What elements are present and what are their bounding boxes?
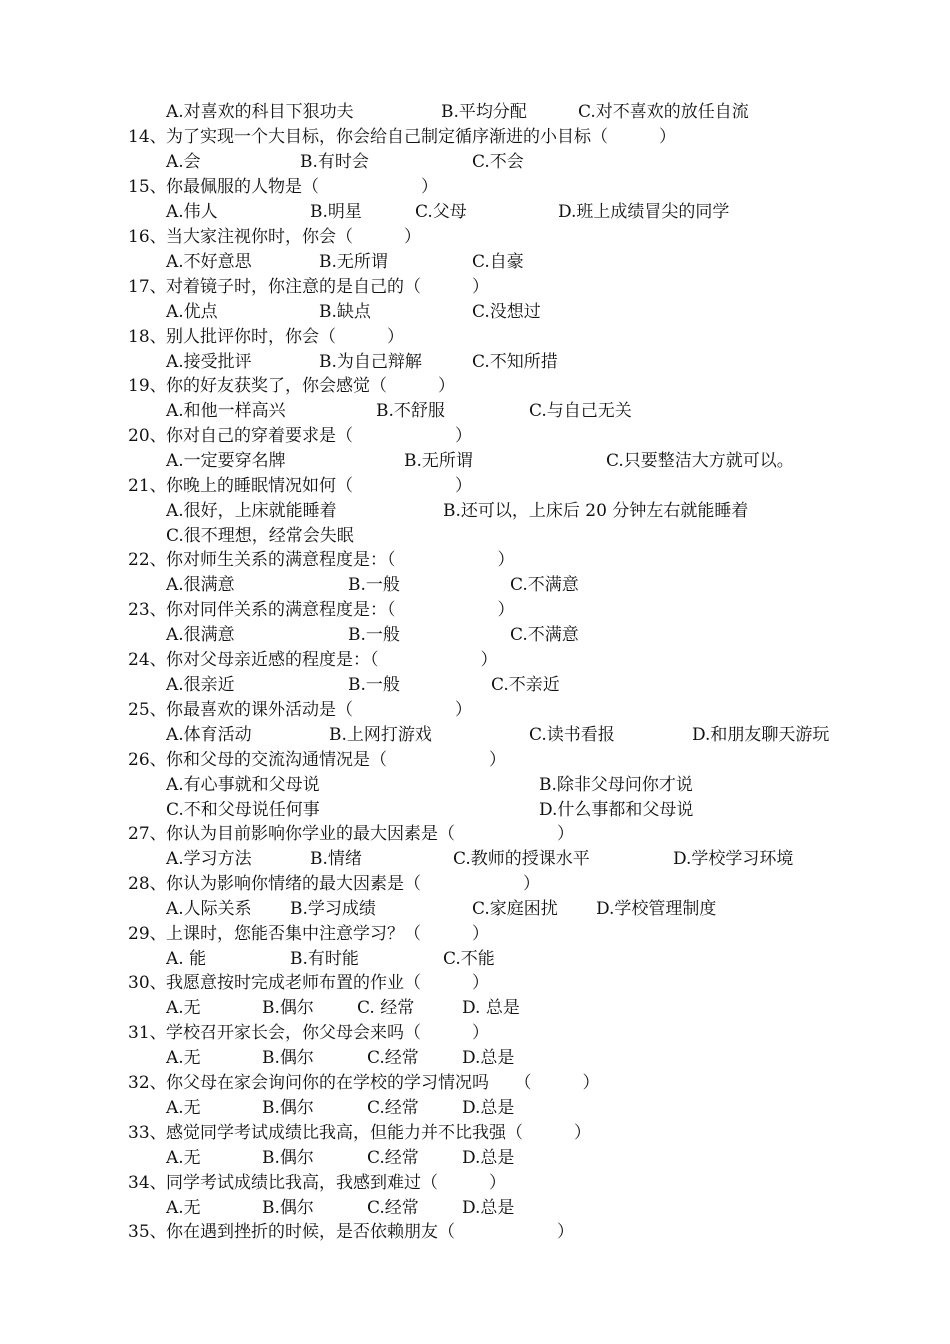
option-c: C.教师的授课水平 [453,849,590,869]
option-a: A.无 [166,1048,201,1068]
question-text: 对着镜子时，你注意的是自己的（ ） [166,277,489,297]
option-a: A.优点 [166,302,218,322]
option-d: D.和朋友聊天游玩 [692,725,830,745]
option-b: B.偶尔 [262,998,314,1018]
option-b: B.除非父母问你才说 [539,775,693,795]
question-number: 26、 [128,750,167,770]
option-b: B.有时能 [290,949,359,969]
question-text: 你认为目前影响你学业的最大因素是（ ） [166,824,574,844]
question-34 [128,1171,506,1195]
question-text: 你最喜欢的课外活动是（ ） [166,700,472,720]
question-16 [128,225,421,249]
question-27 [128,822,574,846]
question-text: 学校召开家长会，你父母会来吗（ ） [166,1023,489,1043]
question-text: 你对师生关系的满意程度是：（ ） [166,550,515,570]
option-c: C.经常 [367,1148,419,1168]
question-22 [128,548,515,572]
question-26 [128,748,506,772]
question-number: 24、 [128,650,167,670]
question-24 [128,648,498,672]
question-number: 27、 [128,824,167,844]
option-c: C.不会 [472,152,524,172]
question-30 [128,971,489,995]
option-b: B.有时会 [300,152,369,172]
question-number: 34、 [128,1173,167,1193]
option-a: A.一定要穿名牌 [166,451,286,471]
option-c: C.经常 [367,1048,419,1068]
option-c: C.经常 [367,1198,419,1218]
question-text: 当大家注视你时，你会（ ） [166,227,421,247]
question-23 [128,598,515,622]
option-b: B.偶尔 [262,1148,314,1168]
option-a: A.和他一样高兴 [166,401,286,421]
question-28 [128,872,540,896]
option-c: C.不和父母说任何事 [166,800,320,820]
question-number: 35、 [128,1222,167,1242]
option-d: D.总是 [462,1048,515,1068]
question-number: 18、 [128,327,167,347]
question-number: 20、 [128,426,167,446]
option-b: B.一般 [348,675,400,695]
question-text: 别人批评你时，你会（ ） [166,327,404,347]
option-a: A.无 [166,1198,201,1218]
option-b: B.一般 [348,625,400,645]
option-a: A.无 [166,1148,201,1168]
option-b: B.明星 [310,202,362,222]
question-text: 你和父母的交流沟通情况是（ ） [166,750,506,770]
option-a: A.伟人 [166,202,218,222]
question-text: 上课时，您能否集中注意学习？（ ） [166,924,489,944]
question-number: 30、 [128,973,167,993]
option-a: A.对喜欢的科目下狠功夫 [166,102,354,122]
question-25 [128,698,472,722]
question-text: 你对父母亲近感的程度是：（ ） [166,650,498,670]
option-a: A.无 [166,1098,201,1118]
question-text: 你晚上的睡眠情况如何（ ） [166,476,472,496]
option-a: A.不好意思 [166,252,252,272]
option-a: A. 能 [166,949,207,969]
question-33 [128,1121,591,1145]
question-text: 你认为影响你情绪的最大因素是（ ） [166,874,540,894]
option-a: A.很满意 [166,625,235,645]
question-number: 15、 [128,177,167,197]
option-c: C.不能 [443,949,495,969]
option-a: A.接受批评 [166,352,252,372]
option-a: A.有心事就和父母说 [166,775,320,795]
option-c: C.不亲近 [491,675,560,695]
question-14 [128,125,676,149]
question-number: 22、 [128,550,167,570]
option-c: C.自豪 [472,252,524,272]
option-b: B.情绪 [310,849,362,869]
option-c: C.只要整洁大方就可以。 [606,451,794,471]
option-d: D.总是 [462,1148,515,1168]
option-b: B.学习成绩 [290,899,376,919]
option-c: C.不满意 [510,575,579,595]
option-d: D.学校学习环境 [673,849,794,869]
question-text: 感觉同学考试成绩比我高，但能力并不比我强（ ） [166,1123,591,1143]
option-b: B.无所谓 [404,451,473,471]
option-b: B.一般 [348,575,400,595]
question-15 [128,175,438,199]
question-35 [128,1220,574,1244]
option-b: B.偶尔 [262,1048,314,1068]
question-number: 14、 [128,127,167,147]
option-a: A.学习方法 [166,849,252,869]
question-21 [128,474,472,498]
option-d: D.总是 [462,1198,515,1218]
option-a: A.很亲近 [166,675,235,695]
option-b: B.偶尔 [262,1098,314,1118]
question-text: 你最佩服的人物是（ ） [166,177,438,197]
question-29 [128,922,489,946]
option-c: C.不满意 [510,625,579,645]
option-d: D.总是 [462,1098,515,1118]
option-c: C.对不喜欢的放任自流 [578,102,749,122]
option-a: A.无 [166,998,201,1018]
option-c: C.经常 [367,1098,419,1118]
question-18 [128,325,404,349]
option-d: D.学校管理制度 [596,899,717,919]
option-a: A.很好，上床就能睡着 [166,501,337,521]
question-number: 33、 [128,1123,167,1143]
option-d: D. 总是 [462,998,520,1018]
option-b: B.无所谓 [319,252,388,272]
option-b: B.偶尔 [262,1198,314,1218]
question-20 [128,424,472,448]
option-b: B.还可以，上床后 20 分钟左右就能睡着 [443,501,749,521]
option-b: B.缺点 [319,302,371,322]
question-number: 28、 [128,874,167,894]
question-32 [128,1071,600,1095]
question-text: 你对自己的穿着要求是（ ） [166,426,472,446]
question-text: 你父母在家会询问你的在学校的学习情况吗 （ ） [166,1073,600,1093]
option-b: B.平均分配 [441,102,527,122]
question-text: 你对同伴关系的满意程度是：（ ） [166,600,515,620]
question-number: 21、 [128,476,167,496]
question-31 [128,1021,489,1045]
question-number: 25、 [128,700,167,720]
option-c: C.不知所措 [472,352,558,372]
question-17 [128,275,489,299]
question-text: 我愿意按时完成老师布置的作业（ ） [166,973,489,993]
question-number: 29、 [128,924,167,944]
question-number: 17、 [128,277,167,297]
question-19 [128,374,455,398]
question-number: 23、 [128,600,167,620]
option-a: A.会 [166,152,201,172]
option-c: C.家庭困扰 [472,899,558,919]
option-b: B.不舒服 [376,401,445,421]
option-c: C.父母 [415,202,467,222]
option-c: C.读书看报 [529,725,615,745]
option-c: C.很不理想，经常会失眠 [166,526,354,546]
question-number: 16、 [128,227,167,247]
option-d: D.什么事都和父母说 [539,800,694,820]
option-a: A.很满意 [166,575,235,595]
question-text: 同学考试成绩比我高，我感到难过（ ） [166,1173,506,1193]
question-text: 为了实现一个大目标，你会给自己制定循序渐进的小目标（ ） [166,127,676,147]
option-c: C.与自己无关 [529,401,632,421]
question-number: 19、 [128,376,167,396]
question-text: 你的好友获奖了，你会感觉（ ） [166,376,455,396]
option-b: B.上网打游戏 [329,725,432,745]
option-b: B.为自己辩解 [319,352,422,372]
option-c: C. 经常 [357,998,415,1018]
question-number: 31、 [128,1023,167,1043]
question-text: 你在遇到挫折的时候，是否依赖朋友（ ） [166,1222,574,1242]
option-a: A.体育活动 [166,725,252,745]
option-c: C.没想过 [472,302,541,322]
option-a: A.人际关系 [166,899,252,919]
question-number: 32、 [128,1073,167,1093]
option-d: D.班上成绩冒尖的同学 [558,202,730,222]
